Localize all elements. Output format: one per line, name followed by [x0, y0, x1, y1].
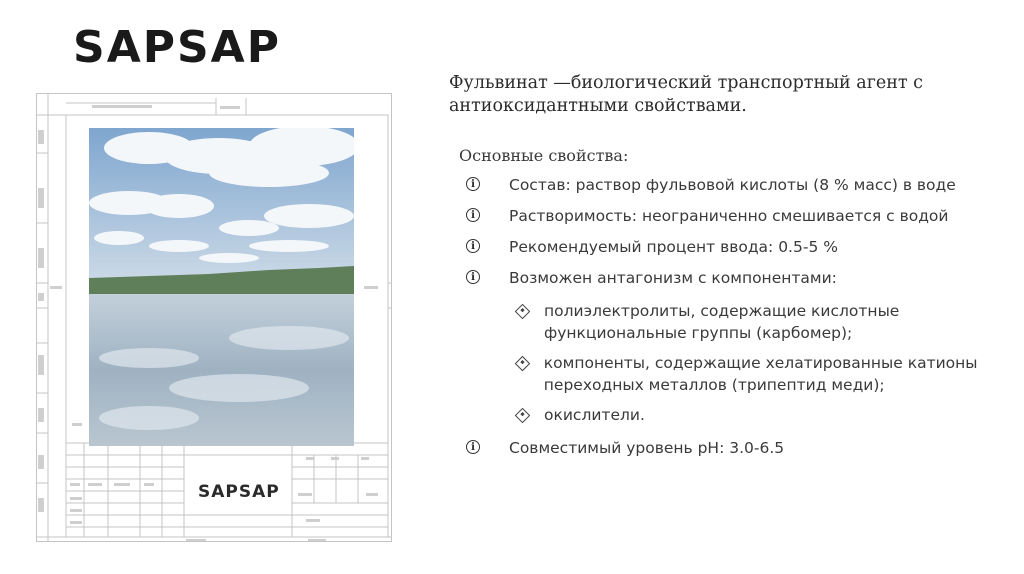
- diamond-icon: [515, 408, 531, 424]
- list-item: i Растворимость: неограниченно смешивается с водой: [466, 205, 948, 227]
- properties-heading: Основные свойства:: [459, 146, 629, 165]
- sub-list-item: компоненты, содержащие хелатированные катионы переходных металлов (трипептид меди);: [514, 352, 984, 396]
- sub-list-item: окислители.: [514, 404, 645, 426]
- slide-title: Фульвинат —биологический транспортный агент с антиоксидантными свойствами.: [449, 73, 923, 116]
- list-item: i Возможен антагонизм с компонентами:: [466, 267, 837, 289]
- list-item: i Состав: раствор фульвовой кислоты (8 % масс) в воде: [466, 174, 956, 196]
- sub-list-item: полиэлектролиты, содержащие кислотные функциональные группы (карбомер);: [514, 300, 954, 344]
- info-circle-icon: i: [466, 440, 480, 454]
- info-circle-icon: i: [466, 270, 480, 284]
- diamond-icon: [515, 356, 530, 371]
- lake-photo: [89, 128, 354, 446]
- info-circle-icon: i: [466, 239, 480, 253]
- diamond-icon: [515, 304, 531, 320]
- list-item: i Совместимый уровень pH: 3.0-6.5: [466, 437, 784, 459]
- info-circle-icon: i: [466, 177, 480, 191]
- info-circle-icon: i: [466, 208, 480, 222]
- brand-logo: SAPSAP: [73, 22, 281, 73]
- title-block-logo: SAPSAP: [198, 482, 280, 502]
- list-item: i Рекомендуемый процент ввода: 0.5-5 %: [466, 236, 838, 258]
